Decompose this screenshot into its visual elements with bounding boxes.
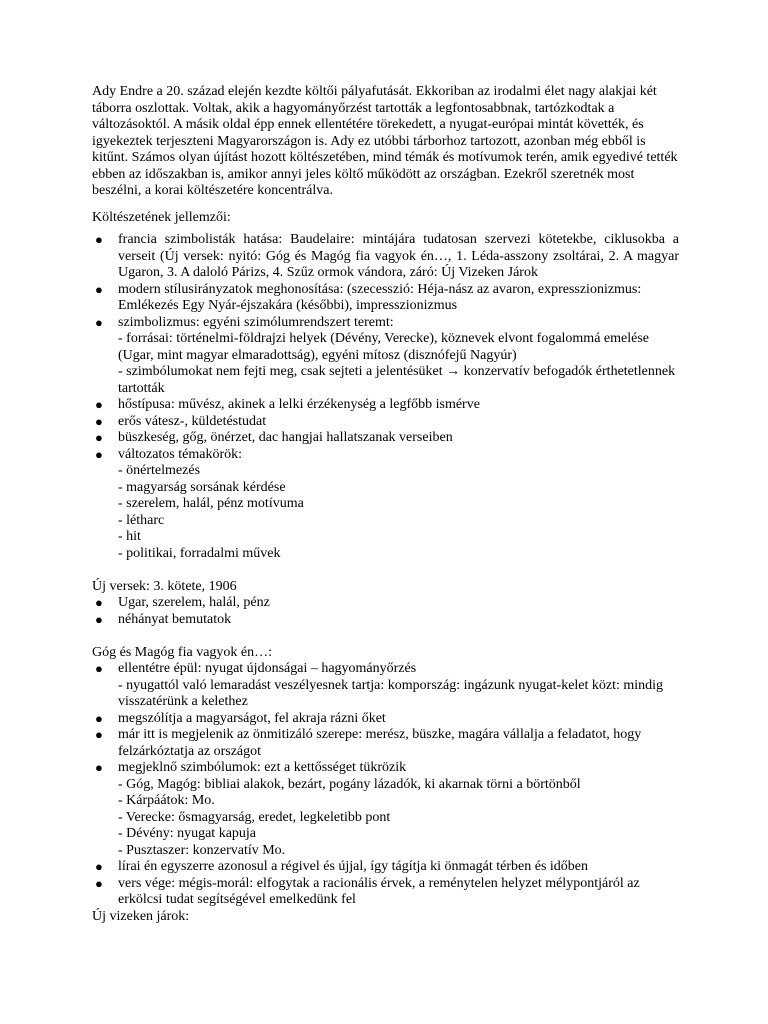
list-item: ● szimbolizmus: egyéni szimólumrendszert teremt: - forrásai: történelmi-földrajzi helyek (Dévény, Verecke), köznevek elvont fogalommá emelése (Ugar, mint magyar elmaradottság), egyéni mítosz (disznófejű Nagyúr) - szimbólumokat nem fejti meg, csak sejteti a jelentésüket → konzervatív befogadók érthetetlennek tartották: [95, 314, 676, 396]
bullet-icon: ●: [95, 446, 103, 462]
section-heading-characteristics: Költészetének jellemzői:: [92, 209, 231, 225]
bullet-icon: ●: [95, 281, 103, 297]
bullet-icon: ●: [95, 397, 103, 412]
bullet-icon: ●: [95, 859, 103, 874]
list-item: ● ellentétre épül: nyugat újdonságai – hagyományőrzés - nyugattól való lemaradást veszélyesnek tartja: kompország: ingázunk nyugat-kelet közt: mindig visszatérünk a kelethez: [95, 661, 664, 709]
bullet-icon: ●: [95, 727, 103, 742]
arrow-right-icon: →: [446, 364, 461, 379]
characteristics-list: [92, 232, 679, 562]
bullet-icon: ●: [95, 413, 103, 429]
list-item: ● néhányat bemutatok: [95, 611, 232, 627]
list-item: ● büszkeség, gőg, önérzet, dac hangjai hallatszanak verseiben: [95, 430, 453, 445]
uj-versek-list: [92, 595, 679, 628]
section-heading-uj-versek: Új versek: 3. kötete, 1906: [92, 578, 237, 594]
bullet-icon: ●: [95, 232, 103, 247]
list-item: ● megszólítja a magyarságot, fel akraja rázni őket: [95, 710, 386, 726]
list-item: ● változatos témakörök: - önértelmezés - magyarság sorsának kérdése - szerelem, halál, pénz motívuma - létharc - hit - politikai, forradalmi művek: [95, 446, 304, 561]
bullet-icon: ●: [95, 875, 103, 891]
list-item: ● lírai én egyszerre azonosul a régivel és újjal, így tágítja ki önmagát térben és időben: [95, 859, 588, 874]
bullet-icon: ●: [95, 314, 103, 330]
section-heading-gog-magog: Góg és Magóg fia vagyok én…:: [92, 644, 273, 660]
bullet-icon: ●: [95, 710, 103, 726]
list-item: ● modern stílusirányzatok meghonosítása: (szecesszió: Héja-nász az avaron, expresszionizmus: Emlékezés Egy Nyár-éjszakára (későbbi), impresszionizmus: [95, 281, 642, 313]
gog-magog-list: [92, 661, 679, 909]
intro-paragraph: Ady Endre a 20. század elején kezdte költői pályafutását. Ekkoriban az irodalmi élet nagy alakjai két táborra oszlottak. Voltak, akik a hagyományőrzést tartották a legfontosabbnak, tartózkodtak a változásoktól. A másik oldal épp ennek ellentétére törekedett, a nyugat-európai mintát követték, és igyekeztek terjeszteni Magyarországon is. Ady ez utóbbi tárborhoz tartozott, azonban még ebből is kitűnt. Számos olyan újítást hozott költészetében, mind témák és motívumok terén, amik egyedivé tették ebben az időszakban is, amikor annyi jeles költő működött az országban. Ezekről szeretnék most beszélni, a korai költészetére koncentrálva.: [92, 84, 678, 198]
section-heading-uj-vizeken: Új vizeken járok:: [92, 908, 190, 924]
list-item: ● már itt is megjelenik az önmitizáló szerepe: merész, büszke, magára vállalja a feladatot, hogy felzárkóztatja az országot: [95, 727, 642, 759]
list-item: ● Ugar, szerelem, halál, pénz: [95, 595, 270, 610]
list-item: ● francia szimbolisták hatása: Baudelaire: mintájára tudatosan szervezi kötetekbe, ciklusokba a verseit (Új versek: nyitó: Góg és Magóg fia vagyok én…, 1. Léda-asszony zsoltárai, 2. A magyar Ugaron, 3. A daloló Párizs, 4. Szűz ormok vándora, záró: Új Vizeken Járok: [95, 232, 679, 280]
list-item: ● hőstípusa: művész, akinek a lelki érzékenység a legfőbb ismérve: [95, 397, 480, 412]
document-page: [92, 84, 679, 925]
bullet-icon: ●: [95, 430, 103, 445]
bullet-icon: ●: [95, 760, 103, 775]
list-item: ● vers vége: mégis-morál: elfogytak a racionális érvek, a reménytelen helyzet mélypontjáról az erkölcsi tudat segítségével emelkedünk fel: [95, 875, 640, 907]
bullet-icon: ●: [95, 611, 103, 627]
bullet-icon: ●: [95, 595, 103, 610]
bullet-icon: ●: [95, 661, 103, 676]
list-item: ● megjeklnő szimbólumok: ezt a kettősséget tükrözik - Góg, Magóg: bibliai alakok, bezárt, pogány lázadók, ki akarnak törni a börtönből - Kárpáátok: Mo. - Verecke: ősmagyarság, eredet, legkeletibb pont - Dévény: nyugat kapuja - Pusztaszer: konzervatív Mo.: [95, 760, 581, 858]
list-item: ● erős vátesz-, küldetéstudat: [95, 413, 267, 429]
